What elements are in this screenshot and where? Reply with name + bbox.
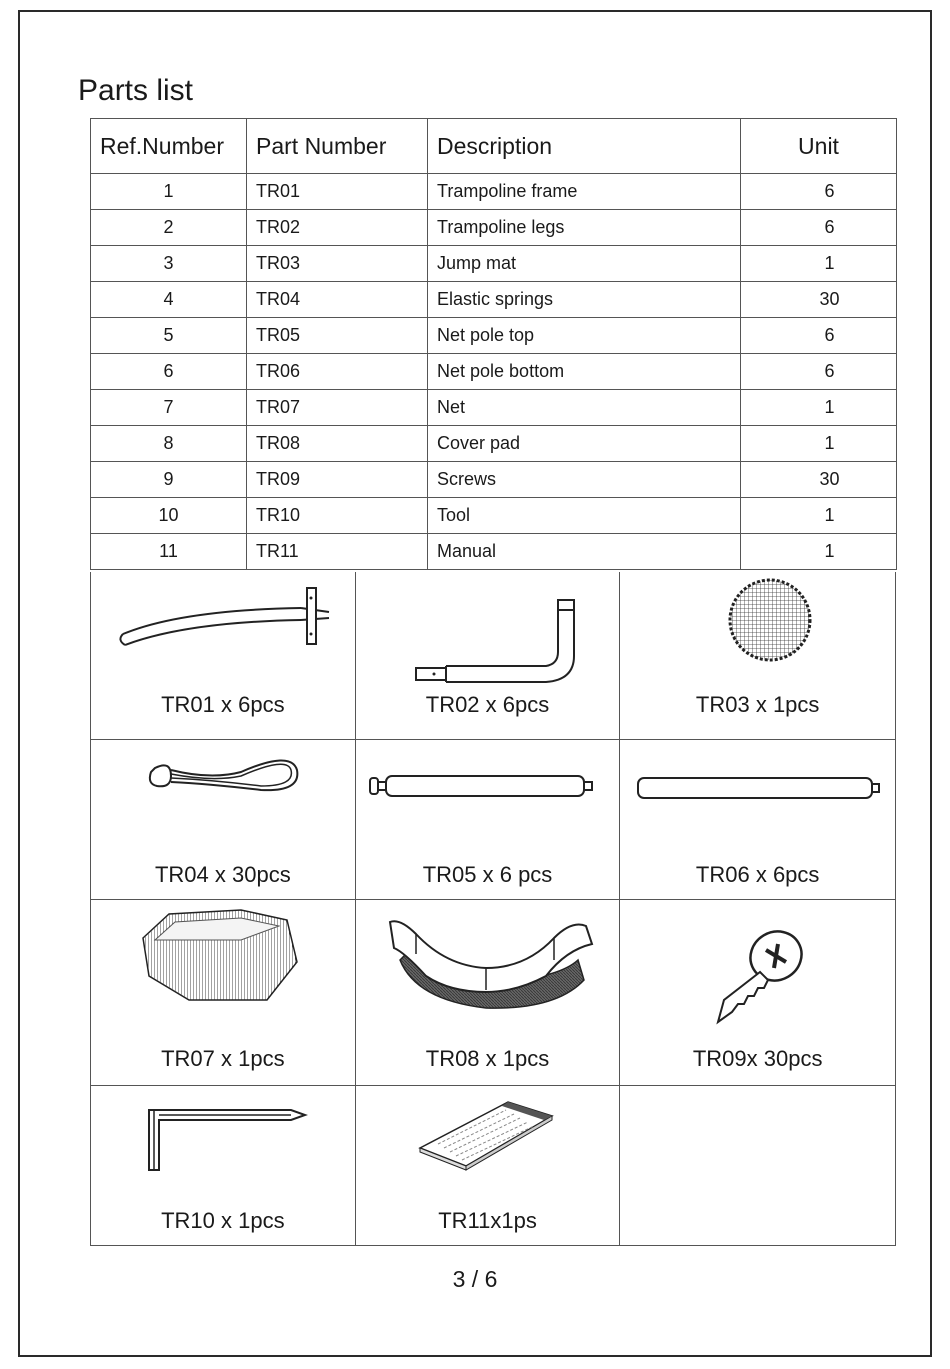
ref-cell: 4 (91, 282, 247, 318)
illustration-cell-tr03 (620, 572, 896, 740)
page-title: Parts list (78, 74, 194, 107)
header-description: Description (428, 119, 741, 174)
illustration-label: TR06 x 6pcs (695, 862, 820, 887)
part-cell: TR10 (247, 498, 428, 534)
description-cell: Net pole top (428, 318, 741, 354)
part-cell: TR04 (247, 282, 428, 318)
header-ref-number: Ref.Number (91, 119, 247, 174)
table-row (91, 390, 897, 426)
description-cell: Cover pad (428, 426, 741, 462)
header-part-number: Part Number (247, 119, 428, 174)
part-cell: TR05 (247, 318, 428, 354)
unit-cell: 1 (741, 246, 897, 282)
description-cell: Net pole bottom (428, 354, 741, 390)
part-cell: TR11 (247, 534, 428, 570)
description-cell: Trampoline frame (428, 174, 741, 210)
illustration-label: TR11x1ps (438, 1208, 537, 1233)
parts-table (90, 118, 897, 570)
unit-cell: 6 (741, 174, 897, 210)
parts-illustration-grid (90, 572, 896, 1246)
description-cell: Tool (428, 498, 741, 534)
unit-cell: 30 (741, 282, 897, 318)
description-cell: Elastic springs (428, 282, 741, 318)
ref-cell: 10 (91, 498, 247, 534)
illustration-cell-tr01 (91, 572, 356, 740)
table-row (91, 498, 897, 534)
part-cell: TR01 (247, 174, 428, 210)
unit-cell: 1 (741, 426, 897, 462)
table-row (91, 534, 897, 570)
part-cell: TR06 (247, 354, 428, 390)
table-row (91, 282, 897, 318)
illustration-label: TR09x 30pcs (692, 1046, 823, 1071)
table-header-row (91, 119, 897, 174)
illustration-cell-tr07 (91, 900, 356, 1086)
description-cell: Jump mat (428, 246, 741, 282)
ref-cell: 9 (91, 462, 247, 498)
illustration-cell-tr02 (356, 572, 621, 740)
illustration-cell-tr04 (91, 740, 356, 900)
table-row (91, 354, 897, 390)
unit-cell: 1 (741, 498, 897, 534)
part-cell: TR09 (247, 462, 428, 498)
illustration-label: TR07 x 1pcs (161, 1046, 285, 1071)
unit-cell: 6 (741, 354, 897, 390)
illustration-label: TR03 x 1pcs (695, 692, 820, 717)
unit-cell: 6 (741, 318, 897, 354)
illustration-label: TR05 x 6 pcs (422, 862, 553, 887)
ref-cell: 7 (91, 390, 247, 426)
table-row (91, 462, 897, 498)
part-cell: TR03 (247, 246, 428, 282)
page-number: 3 / 6 (452, 1266, 498, 1292)
unit-cell: 30 (741, 462, 897, 498)
part-cell: TR08 (247, 426, 428, 462)
table-row (91, 210, 897, 246)
description-cell: Trampoline legs (428, 210, 741, 246)
unit-cell: 1 (741, 534, 897, 570)
empty-cell (620, 1086, 896, 1246)
illustration-label: TR08 x 1pcs (425, 1046, 550, 1071)
description-cell: Net (428, 390, 741, 426)
illustration-cell-tr09 (620, 900, 896, 1086)
illustration-cell-tr11 (356, 1086, 621, 1246)
table-row (91, 426, 897, 462)
description-cell: Screws (428, 462, 741, 498)
description-cell: Manual (428, 534, 741, 570)
illustration-cell-tr06 (620, 740, 896, 900)
illustration-label: TR01 x 6pcs (161, 692, 285, 717)
illustration-label: TR10 x 1pcs (161, 1208, 285, 1233)
ref-cell: 8 (91, 426, 247, 462)
table-row (91, 318, 897, 354)
ref-cell: 1 (91, 174, 247, 210)
ref-cell: 5 (91, 318, 247, 354)
part-cell: TR02 (247, 210, 428, 246)
table-row (91, 174, 897, 210)
ref-cell: 6 (91, 354, 247, 390)
part-cell: TR07 (247, 390, 428, 426)
illustration-label: TR04 x 30pcs (154, 862, 291, 887)
illustration-cell-tr10 (91, 1086, 356, 1246)
ref-cell: 2 (91, 210, 247, 246)
header-unit: Unit (741, 119, 897, 174)
ref-cell: 3 (91, 246, 247, 282)
illustration-cell-tr08 (356, 900, 621, 1086)
table-row (91, 246, 897, 282)
ref-cell: 11 (91, 534, 247, 570)
unit-cell: 1 (741, 390, 897, 426)
illustration-cell-tr05 (356, 740, 621, 900)
unit-cell: 6 (741, 210, 897, 246)
illustration-label: TR02 x 6pcs (425, 692, 550, 717)
